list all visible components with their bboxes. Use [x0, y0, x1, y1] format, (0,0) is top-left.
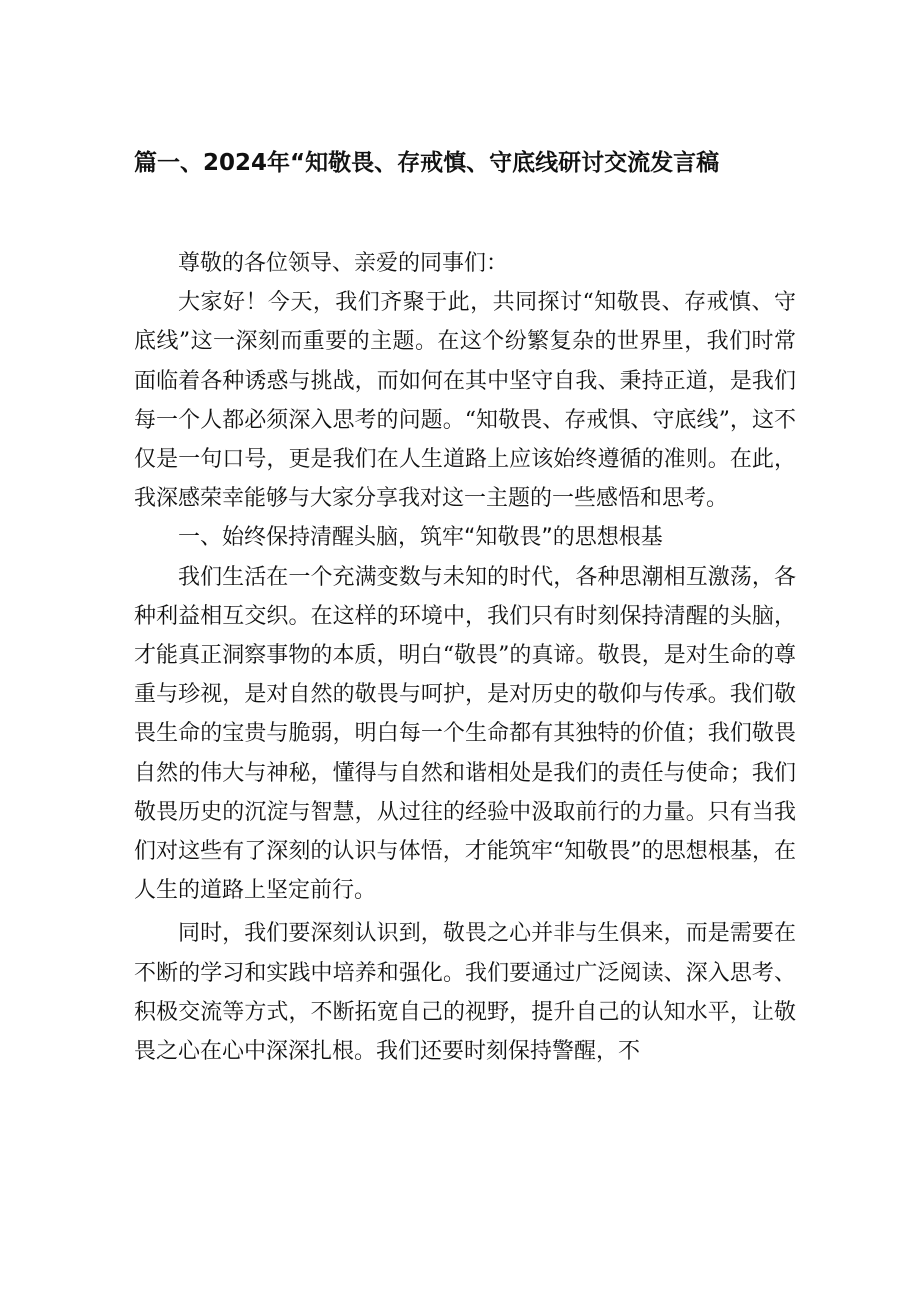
- section-paragraph-2: 同时，我们要深刻认识到，敬畏之心并非与生俱来，而是需要在不断的学习和实践中培养和强化。我们要通过广泛阅读、深入思考、积极交流等方式，不断拓宽自己的视野，提升自己的认知水平，让敬畏之心在心中深深扎根。我们还要时刻保持警醒，不: [134, 921, 796, 1065]
- section-paragraph-1: 我们生活在一个充满变数与未知的时代，各种思潮相互激荡，各种利益相互交织。在这样的环境中，我们只有时刻保持清醒的头脑，才能真正洞察事物的本质，明白“敬畏”的真谛。敬畏，是对生命的尊重与珍视，是对自然的敬畏与呵护，是对历史的敬仰与传承。我们敬畏生命的宝贵与脆弱，明白每一个生命都有其独特的价值；我们敬畏自然的伟大与神秘，懂得与自然和谐相处是我们的责任与使命；我们敬畏历史的沉淀与智慧，从过往的经验中汲取前行的力量。只有当我们对这些有了深刻的认识与体悟，才能筑牢“知敬畏”的思想根基，在人生的道路上坚定前行。: [134, 564, 796, 904]
- document-body: [134, 244, 796, 1071]
- section-heading: 一、始终保持清醒头脑，筑牢“知敬畏”的思想根基: [178, 525, 663, 551]
- document-title: 篇一、2024年“知敬畏、存戒慎、守底线研讨交流发言稿: [134, 150, 720, 176]
- intro-paragraph: 大家好！今天，我们齐聚于此，共同探讨“知敬畏、存戒慎、守底线”这一深刻而重要的主题。在这个纷繁复杂的世界里，我们时常面临着各种诱惑与挑战，而如何在其中坚守自我、秉持正道，是我们每一个人都必须深入思考的问题。“知敬畏、存戒惧、守底线”，这不仅是一句口号，更是我们在人生道路上应该始终遵循的准则。在此，我深感荣幸能够与大家分享我对这一主题的一些感悟和思考。: [134, 290, 796, 512]
- salutation: 尊敬的各位领导、亲爱的同事们：: [178, 251, 509, 276]
